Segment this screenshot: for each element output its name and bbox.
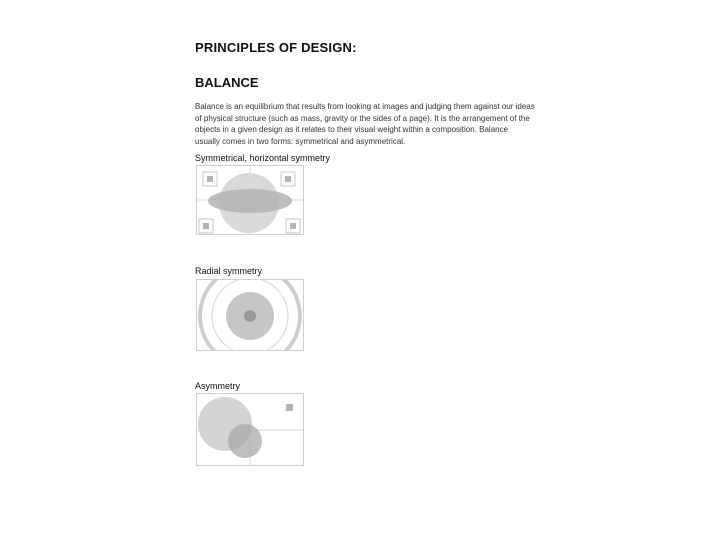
page-title: PRINCIPLES OF DESIGN: xyxy=(195,40,357,55)
body-paragraph: Balance is an equilibrium that results from looking at images and judging them against our ideas of physical structure (such as mass, gravity or the sides of a page). It is the arrangement of the objects in a given design as it relates to their visual weight within a composition. Balance usually comes in two forms: symmetrical and asymmetrical. xyxy=(195,102,535,146)
small-circle xyxy=(228,424,262,458)
center-dot xyxy=(244,310,256,322)
figure-horizontal-symmetry xyxy=(196,165,304,235)
corner-square-bottom-right xyxy=(290,223,296,229)
section-title: BALANCE xyxy=(195,75,259,90)
caption-radial-symmetry: Radial symmetry xyxy=(195,266,263,276)
figure-asymmetry xyxy=(196,393,304,466)
caption-horizontal-symmetry: Symmetrical, horizontal symmetry xyxy=(195,153,331,163)
radial-symmetry-diagram xyxy=(196,279,304,351)
horizontal-symmetry-diagram xyxy=(196,165,304,235)
corner-square-bottom-left xyxy=(203,223,209,229)
small-square xyxy=(286,404,293,411)
asymmetry-diagram xyxy=(196,393,304,466)
caption-asymmetry: Asymmetry xyxy=(195,381,240,391)
figure-radial-symmetry xyxy=(196,279,304,351)
center-ellipse xyxy=(208,189,292,213)
corner-square-top-right xyxy=(285,176,291,182)
corner-square-top-left xyxy=(207,176,213,182)
